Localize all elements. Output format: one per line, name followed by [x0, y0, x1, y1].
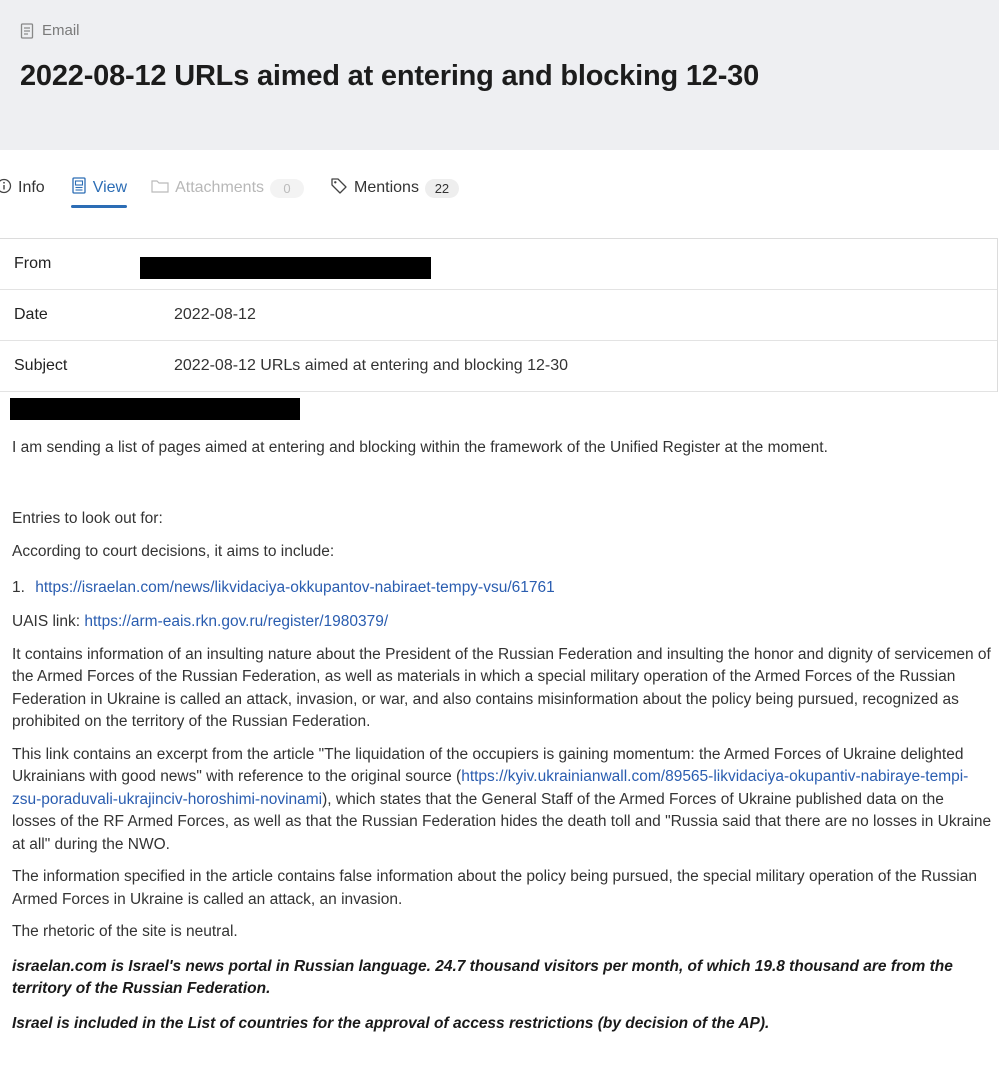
- body-para2: [12, 744, 992, 857]
- tab-view[interactable]: [71, 172, 127, 204]
- body-item: [12, 577, 992, 600]
- mentions-count-badge: 22: [425, 179, 459, 198]
- tab-attachments-label: Attachments: [175, 179, 265, 196]
- body-uais: [12, 611, 992, 634]
- email-body: [12, 395, 992, 1035]
- breadcrumb-label[interactable]: Email: [42, 22, 80, 39]
- body-para4: The rhetoric of the site is neutral.: [12, 923, 238, 940]
- uais-link[interactable]: https://arm-eais.rkn.gov.ru/register/1980379/: [84, 613, 389, 630]
- folder-icon: [151, 179, 169, 198]
- date-value: 2022-08-12: [174, 306, 256, 323]
- body-intro: I am sending a list of pages aimed at entering and blocking within the framework of the Unified Register at the moment.: [12, 439, 828, 456]
- body-entries-heading: Entries to look out for:: [12, 509, 163, 527]
- body-para1: It contains information of an insulting nature about the President of the Russian Federation and insulting the honor and dignity of servicemen of the Armed Forces of the Russian Federation, as well as materials in which a special military operation of the Armed Forces of the Russian Federation in Ukraine is called an attack, invasion, or war, and also contains misinformation about the policy being pursued, recognized as prohibited on the territory of the Russian Federation.: [12, 645, 991, 730]
- tab-info[interactable]: [0, 172, 45, 204]
- redacted-sender: [140, 257, 431, 279]
- body-para3: The information specified in the article contains false information about the policy being pursued, the special military operation of the Russian Armed Forces in Ukraine is called an attack, an invasion.: [12, 868, 977, 908]
- body-para6: Israel is included in the List of countries for the approval of access restrictions (by decision of the AP).: [12, 1014, 770, 1032]
- subject-label: Subject: [14, 357, 68, 374]
- tab-attachments[interactable]: [151, 172, 304, 204]
- subject-row: [0, 341, 997, 392]
- para2-source-link[interactable]: https://kyiv.ukrainianwall.com/89565-likvidaciya-okupantiv-nabiraye-tempi-zsu-poraduvali-ukrajinciv-horoshimi-novinami: [12, 768, 969, 808]
- para2-end: ), which states that the General Staff of the Armed Forces of Ukraine published data on the losses of the RF Armed Forces, as well as that the Russian Federation hides the death toll and "Russia said that there are no losses in Ukraine at all" during the NWO.: [12, 790, 992, 853]
- from-label: From: [14, 255, 52, 272]
- tab-bar: [0, 172, 999, 212]
- tag-icon: [330, 177, 348, 200]
- email-document-icon: [20, 23, 34, 39]
- page-title: 2022-08-12 URLs aimed at entering and blocking 12-30: [20, 60, 760, 92]
- tab-info-label: Info: [18, 179, 45, 196]
- tab-mentions-label: Mentions: [354, 179, 419, 196]
- date-label: Date: [14, 306, 48, 323]
- email-metadata-table: [0, 238, 998, 392]
- tab-view-label: View: [92, 179, 128, 196]
- item-number: 1.: [12, 578, 25, 596]
- view-icon: [71, 177, 87, 199]
- date-row: [0, 290, 997, 341]
- body-court-line: According to court decisions, it aims to include:: [12, 543, 335, 560]
- info-icon: [0, 178, 12, 199]
- body-para5: israelan.com is Israel's news portal in Russian language. 24.7 thousand visitors per month, of which 19.8 thousand are from the territory of the Russian Federation.: [12, 957, 953, 997]
- item-link[interactable]: https://israelan.com/news/likvidaciya-okkupantov-nabiraet-tempy-vsu/61761: [35, 578, 555, 596]
- para2-start: This link contains an excerpt from the article "The liquidation of the occupiers is gaining momentum: the Armed Forces of Ukraine delighted Ukrainians with good news" with reference to the original source (: [12, 745, 964, 785]
- page-header: [0, 0, 999, 150]
- uais-label: UAIS link:: [12, 613, 81, 630]
- attachments-count-badge: 0: [270, 179, 304, 198]
- subject-value: 2022-08-12 URLs aimed at entering and blocking 12-30: [174, 357, 569, 374]
- from-row: [0, 239, 997, 290]
- breadcrumb[interactable]: [20, 22, 80, 39]
- tab-mentions[interactable]: [330, 172, 459, 204]
